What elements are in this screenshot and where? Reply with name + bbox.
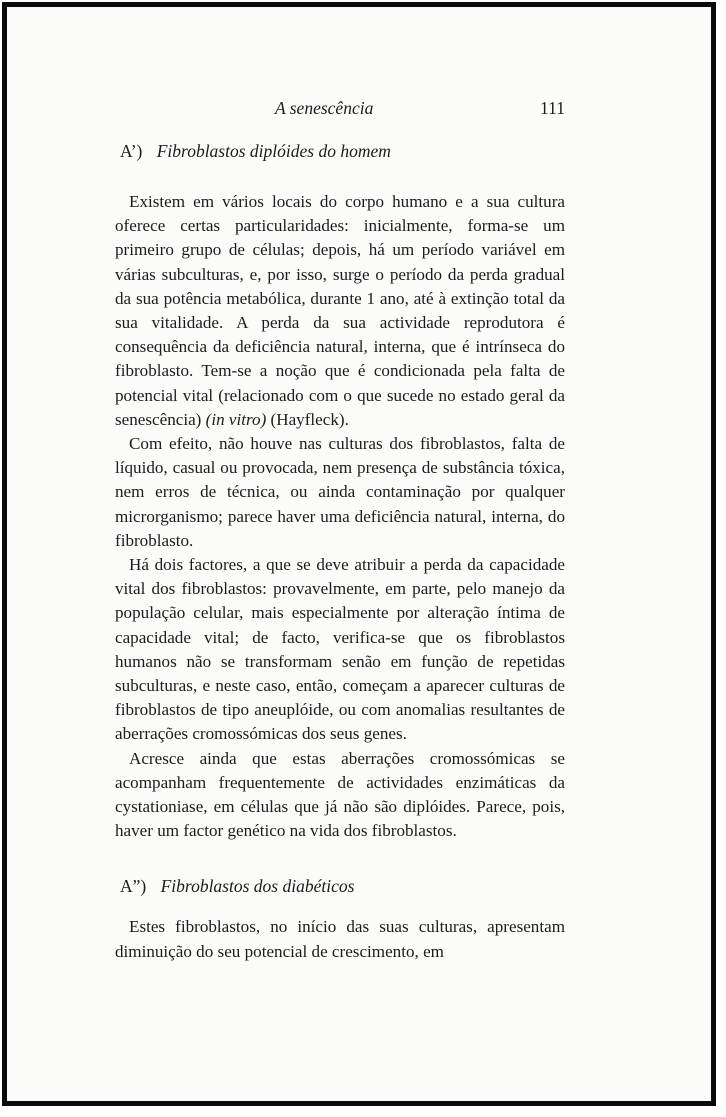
running-header [115, 90, 565, 130]
paragraph-1-text: Existem em vários locais do corpo humano e a sua cultura oferece certas particularidades: inicialmente, forma-se um primeiro grupo de células; depois, há um período variável em várias subculturas, e, por isso, surge o período da perda gradual da sua potência metabólica, durante 1 ano, até à extinção total da sua vitalidade. A perda da sua actividade reprodutora é consequência da deficiência natural, interna, que é intrínseca do fibroblasto. Tem-se a noção que é condicionada pela falta de potencial vital (relacionado com o que sucede no estado geral da senescência) [115, 192, 565, 429]
section-heading-fibroblastos-homem [120, 138, 565, 176]
paragraph-3: Há dois factores, a que se deve atribuir a perda da capacidade vital dos fibroblastos: provavelmente, em parte, pelo manejo da população celular, mais especialmente por alteração íntima de capacidade vital; de facto, verifica-se que os fibroblastos humanos não se transformam senão em função de repetidas subculturas, e neste caso, então, começam a aparecer culturas de fibroblastos de tipo aneuplóide, ou com anomalias resultantes de aberrações cromossómicas dos seus genes. [115, 555, 565, 744]
paragraph-4: Acresce ainda que estas aberrações cromossómicas se acompanham frequentemente de actividades enzimáticas da cystationiase, em células que já não são diplóides. Parece, pois, haver um factor genético na vida dos fibroblastos. [115, 748, 565, 841]
section-label: A’) [120, 141, 143, 161]
section-title: Fibroblastos diplóides do homem [156, 141, 391, 161]
paragraph-1-end: (Hayfleck). [266, 409, 349, 429]
page-number: 111 [540, 98, 565, 118]
section-title-2: Fibroblastos dos diabéticos [160, 876, 355, 897]
paragraph-5: Estes fibroblastos, no início das suas culturas, apresentam diminuição do seu potencial de crescimento, em [115, 917, 565, 961]
paragraph-2: Com efeito, não houve nas culturas dos fibroblastos, falta de líquido, casual ou provocada, nem presença de substância tóxica, nem erros de técnica, ou ainda contaminação por qualquer microrganismo; parece haver uma deficiência natural, interna, do fibroblasto. [115, 434, 565, 550]
section-heading-fibroblastos-diabeticos [120, 873, 565, 915]
running-title: A senescência [275, 98, 374, 118]
paragraph-1-italic: (in vitro) [205, 409, 267, 429]
paragraph-1 [115, 190, 565, 432]
book-page [115, 90, 565, 964]
section-label-2: A”) [120, 876, 147, 897]
